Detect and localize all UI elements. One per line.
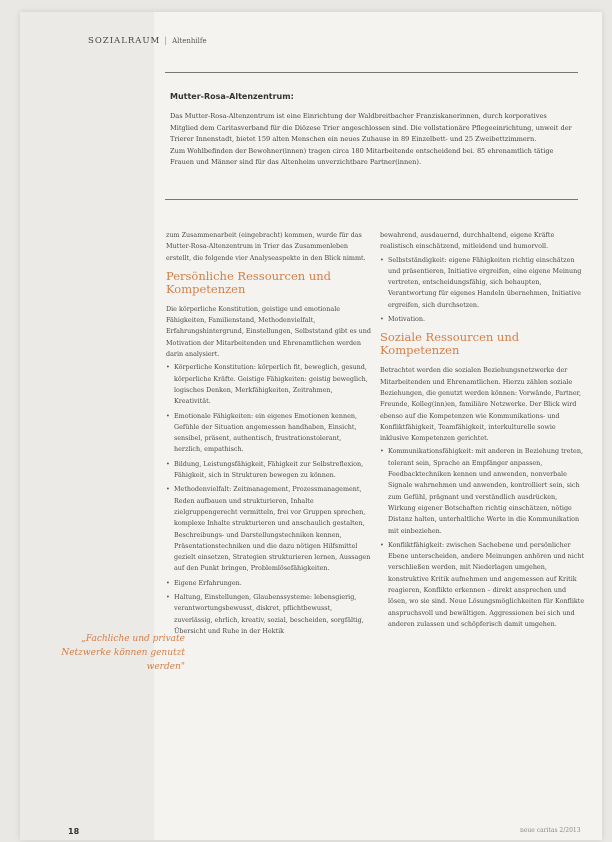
left-column — [166, 230, 371, 640]
continued-paragraph: bewahrend, ausdauernd, durchhaltend, eigene Kräfte realistisch einschätzend, mitleidend und humorvoll. — [380, 231, 555, 251]
box-paragraph: Zum Wohlbefinden der Bewohner(innen) tragen circa 180 Mitarbeitende entscheidend bei. 85 ehrenamtlich tätige Frauen und Männer sind für das Altenheim unverzichtbare Partner(innen). — [170, 146, 554, 167]
list-item: • Konfliktfähigkeit: zwischen Sachebene und persönlicher Ebene unterscheiden, andere Meinungen anhören und nicht verschließen werden, mit Niederlagen umgehen, konstruktive Kritik aufnehmen und angemessen auf Kritik reagieren, Konflikte erkennen – direkt ansprechen und lösen, wo sie sind. Neue Lösungsmöglichkeiten für Konflikte anspruchsvoll und bewältigen. Aggressionen bei sich und anderen zulassen und schöpferisch damit umgehen. — [380, 540, 585, 630]
list-item: • Haltung, Einstellungen, Glaubenssysteme: lebensgierig, verantwortungsbewusst, diskret, pflichtbewusst, zuverlässig, ehrlich, kreativ, sozial, bescheiden, sorgfältig, Übersicht und Ruhe in der Hektik — [166, 592, 371, 637]
list-item: • Methodenvielfalt: Zeitmanagement, Prozessmanagement, Reden aufbauen und strukturieren, Inhalte zielgruppengerecht vermitteln, frei vor Gruppen sprechen, komplexe Inhalte strukturieren und anschaulich gestalten, Beschreibungs- und Darstellungstechniken kennen, Präsentationstechniken und die dazu nötigen Hilfsmittel gezielt einsetzen, Strategien strukturieren lernen, Aussagen auf den Punkt bringen, Problemlösefähigkeiten. — [166, 484, 371, 574]
running-header — [88, 36, 207, 46]
list-item: • Kommunikationsfähigkeit: mit anderen in Beziehung treten, tolerant sein, Sprache an Empfänger anpassen, Feedbacktechniken kennen und anwenden, nonverbale Signale wahrnehmen und anwenden, kontrolliert sein, sich zum Gefühl, prägnant und verständlich ausdrücken, Wirkung eigener Botschaften richtig einschätzen, nötige Distanz halten, unterhaltliche Werte in die Kommunikation mit einbeziehen. — [380, 446, 585, 536]
intro-paragraph: zum Zusammenarbeit (eingebracht) kommen, wurde für das Mutter-Rosa-Altenzentrum in Trier das Zusammenleben erstellt, die folgende vier Analyseaspekte in den Blick nimmt. — [166, 231, 366, 262]
right-column — [380, 230, 585, 633]
header-section: SOZIALRAUM — [88, 36, 161, 46]
list-item: • Eigene Erfahrungen. — [166, 578, 371, 589]
list-item: • Emotionale Fähigkeiten: ein eigenes Emotionen kennen, Gefühle der Situation angemessen handhaben, Einsicht, sensibel, präsent, authentisch, frustrationstolerant, herzlich, empathisch. — [166, 411, 371, 456]
box-title: Mutter-Rosa-Altenzentrum: — [170, 92, 294, 101]
box-text — [170, 111, 575, 169]
section-heading: Soziale Ressourcen und Kompetenzen — [380, 330, 520, 358]
section-paragraph: Die körperliche Konstitution, geistige und emotionale Fähigkeiten, Familienstand, Methodenvielfalt, Erfahrungshintergrund, Einstellungen, Selbststand gibt es und Motivation der Mitarbeitenden und Ehrenamtlichen werden darin analysiert. — [166, 304, 371, 359]
section-paragraph: Betrachtet werden die sozialen Beziehungsnetzwerke der Mitarbeitenden und Ehrenamtlichen. Hierzu zählen soziale Beziehungen, die genutzt werden können: Vorwände, Partner, Freunde, Kolleg(inn)en, familiäre Netzwerke. Der Blick wird ebenso auf die Kompetenzen wie Kommunikations- und Konfliktfähigkeit, Teamfähigkeit, interkulturelle sowie inklusive Kompetenzen gerichtet. — [380, 366, 582, 443]
header-divider: | — [164, 36, 169, 46]
list-item: • Körperliche Konstitution: körperlich fit, beweglich, gesund, körperliche Kräfte. Geistige Fähigkeiten: geistig beweglich, logisches Denken, Merkfähigkeiten, Zeitrahmen, Kreativität. — [166, 362, 371, 407]
bullet-list — [166, 362, 371, 637]
page-number: 18 — [68, 827, 80, 836]
bullet-list — [380, 446, 585, 630]
left-margin-strip — [20, 12, 154, 840]
list-item: • Bildung, Leistungsfähigkeit, Fähigkeit zur Selbstreflexion, Fähigkeit, sich in Strukturen bewegen zu können. — [166, 459, 371, 482]
list-item: • Motivation. — [380, 314, 585, 325]
list-item: • Selbstständigkeit: eigene Fähigkeiten richtig einschätzen und präsentieren, Initiative ergreifen, eine eigene Meinung vertreten, entscheidungsfähig, sich behaupten, Verantwortung für eigenes Handeln übernehmen, Initiative ergreifen, sich durchsetzen. — [380, 255, 585, 311]
section-heading: Persönliche Ressourcen und Kompetenzen — [166, 268, 331, 296]
footer-publication: neue caritas 2/2013 — [520, 827, 581, 834]
bullet-list — [380, 255, 585, 326]
box-paragraph: Das Mutter-Rosa-Altenzentrum ist eine Einrichtung der Waldbreitbacher Franziskanerinnen, durch korporatives Mitglied dem Caritasverband für die Diözese Trier angeschlossen sind. Die vollstationäre Pflegeeinrichtung, unweit der Trierer Innenstadt, bietet 159 alten Menschen ein neues Zuhause in 89 Einzelbett- und 25 Zweibettzimmern. — [170, 112, 572, 144]
box-bottom-rule — [165, 199, 578, 200]
box-top-rule — [165, 72, 578, 73]
header-subsection: Altenhilfe — [172, 37, 207, 45]
document-page — [20, 12, 602, 840]
pull-quote: „Fachliche und private Netzwerke können genutzt werden" — [61, 634, 185, 672]
